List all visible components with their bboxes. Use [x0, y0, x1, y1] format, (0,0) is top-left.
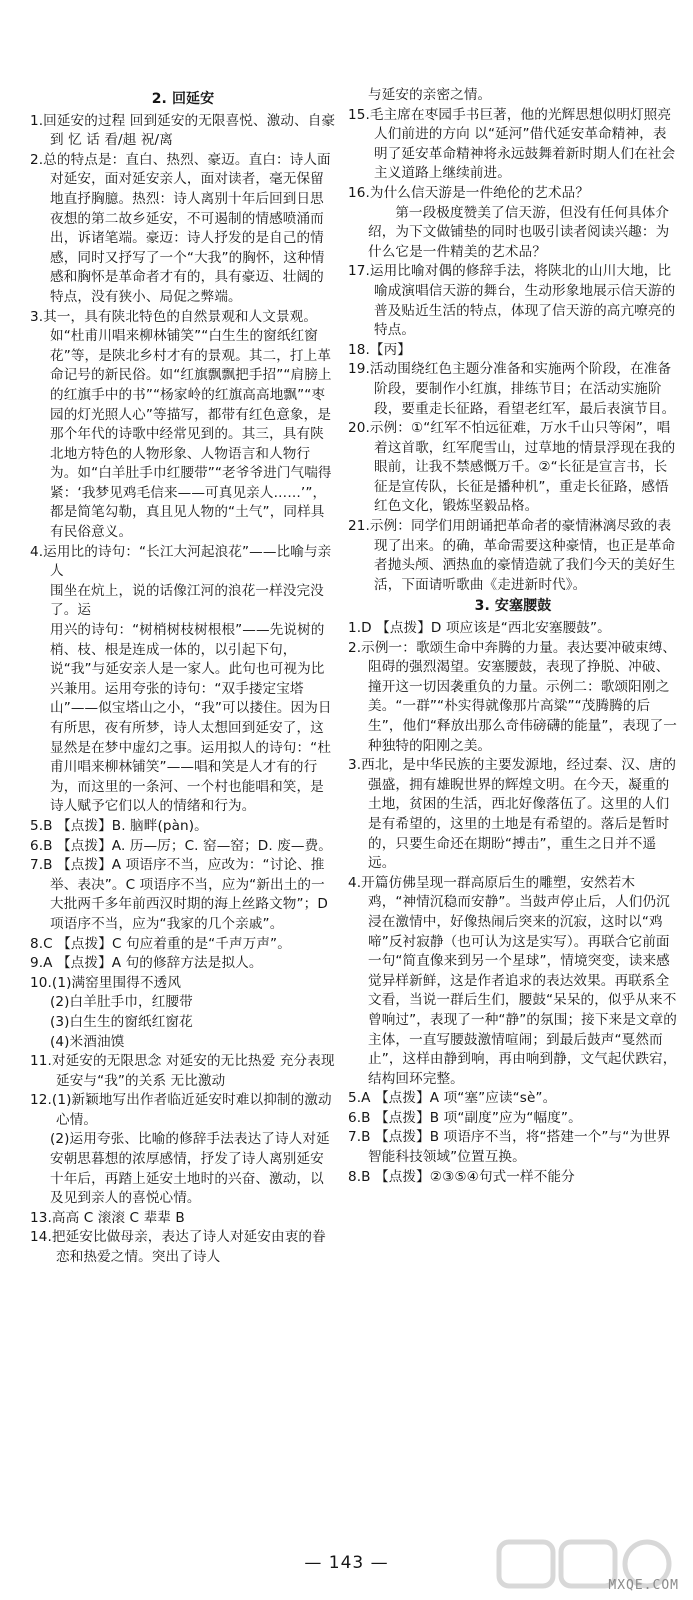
answer-number: 11.	[30, 1053, 52, 1070]
answer-text: 回延安的过程 回到延安的无限喜悦、激动、自豪 到 忆 话 看/趄 祝/离	[43, 112, 336, 149]
answer-text: 示例一：歌颂生命中奔腾的力量。表达要冲破束缚、阻碍的强烈渴望。安塞腰鼓，表现了挣脱、冲破、撞开这一切因袭重负的力量。示例二：歌颂阳刚之美。“一群”“朴实得就像那片高粱”“茂腾腾的后生”，他们“释放出那么奇伟磅礴的能量”，表现了一种独特的阳刚之美。	[361, 639, 677, 754]
answer-item	[30, 582, 336, 621]
answer-text: (1)满窑里围得不透风	[51, 974, 182, 991]
answer-number: 21.	[348, 518, 370, 535]
answer-item	[30, 993, 336, 1013]
answer-text: C 【点拨】C 句应着重的是“千声万声”。	[43, 935, 291, 952]
answer-text: (4)米酒油馍	[50, 1033, 125, 1050]
answer-text: 高高 C 滚滚 C 辈辈 B	[51, 1209, 185, 1226]
answer-text: 围坐在炕上，说的话像江河的浪花一样没完没了。运	[50, 582, 324, 619]
answer-item	[30, 1209, 336, 1229]
answer-number: 3.	[30, 308, 44, 325]
answer-text: 运用比喻对偶的修辞手法，将陕北的山川大地，比喻成演唱信天游的舞台，生动形象地展示信天游的普及贴近生活的特点，体现了信天游的高亢嘹亮的特点。	[369, 263, 676, 339]
answer-number: 7.	[348, 1129, 362, 1146]
answer-item	[348, 1128, 678, 1167]
answer-number: 12.	[30, 1092, 52, 1109]
answer-item	[348, 360, 678, 419]
answer-text: 开篇仿佛呈现一群高原后生的雕塑，安然若木鸡，“神情沉稳而安静”。当鼓声停止后，人们仍沉浸在激情中，好像热闹后突来的沉寂，这时以“鸡啼”反衬寂静（也可认为这是实写）。再联合它前面一句“简直像来到另一个星球”，情境突变，读来感觉异样新鲜，这是作者追求的表达效果。再联系全文看，当说一群后生们，腰鼓“呆呆的，似乎从来不曾响过”，表现了一种“静”的氛围；接下来是文章的主体，一直写腰鼓激情喧闹；到最后鼓声“戛然而止”，这样由静到响，再由响到静，文气起伏跌宕，结构回环完整。	[361, 874, 677, 1087]
answer-number: 6.	[348, 1109, 362, 1126]
answer-number: 1.	[348, 620, 362, 637]
answer-text: 用兴的诗句：“树梢树枝树根根”——先说树的梢、枝、根是连成一体的，以引起下句，说“我”与延安亲人是一家人。此句也可视为比兴兼用。运用夸张的诗句：“双手搂定宝塔山”——似宝塔山之小，“我”可以搂住。因为日有所思，夜有所梦，诗人太想回到延安了，这显然是在梦中虚幻之事。运用拟人的诗句：“杜甫川唱来柳林铺笑”——唱和笑是人才有的行为，而这里的一条河、一个村也能唱和笑，是诗人赋予它们以人的情绪和行为。	[50, 622, 332, 815]
answer-text: 西北，是中华民族的主要发源地，经过秦、汉、唐的强盛，拥有雄睨世界的辉煌文明。在今天，凝重的土地，贫困的生活，西北好像落伍了。这里的人们是有希望的，这里的土地是有希望的。落后是暂时的，只要生命还在期盼“搏击”，重生之日并不遥远。	[361, 757, 677, 872]
answer-item	[348, 262, 678, 340]
section-title-ansai-yaogu: 3. 安塞腰鼓	[474, 598, 552, 615]
answer-item	[30, 1228, 336, 1267]
answer-item	[348, 1089, 678, 1109]
answer-text: 示例：①“红军不怕远征难，万水千山只等闲”，唱着这首歌，红军爬雪山，过草地的情景浮现在我的眼前，让我不禁感慨万千。②“长征是宣言书，长征是宣传队，长征是播种机”，重走长征路，感悟红色文化，锻炼坚毅品格。	[369, 420, 676, 515]
answer-text: B 【点拨】A 项语序不当，应改为：“讨论、推举、表决”。C 项语序不当，应为“新出土的一大批两千多年前西汉时期的海上丝路文物”；D 项语序不当，应为“我家的几个亲戚”。	[43, 857, 328, 932]
answer-text: 对延安的无限思念 对延安的无比热爱 充分表现延安与“我”的关系 无比激动	[51, 1053, 335, 1089]
answer-number: 2.	[30, 151, 44, 168]
right-answer-list-b	[348, 262, 678, 595]
answer-item	[30, 837, 336, 857]
answer-item	[30, 856, 336, 934]
answer-text: (2)白羊肚手巾，红腰带	[50, 994, 193, 1011]
answer-number: 18.	[348, 341, 370, 358]
answer-text: (3)白生生的窗纸红窗花	[50, 1013, 193, 1030]
answer-item	[348, 874, 678, 1090]
answer-number: 17.	[348, 263, 370, 280]
answer-text: 把延安比做母亲，表达了诗人对延安由衷的眷恋和热爱之情。突出了诗人	[51, 1229, 326, 1266]
answer-item	[30, 1033, 336, 1053]
answer-item	[30, 1130, 336, 1208]
answer-item	[30, 621, 336, 817]
answer-text: 总的特点是：直白、热烈、豪迈。直白：诗人面对延安，面对延安亲人，面对读者，毫无保留地直抒胸臆。热烈：诗人离别十年后回到日思夜想的第二故乡延安，不可遏制的情感喷涌而出，诉诸笔端。豪迈：诗人抒发的是自己的情感，同时又抒写了一个“大我”的胸怀，这种情感和胸怀是革命者才有的，具有豪迈、壮阔的特点，没有狭小、局促之弊端。	[43, 151, 331, 305]
answer-text: 示例：同学们用朗诵把革命者的豪情淋漓尽致的表现了出来。的确，革命需要这种豪情，也正是革命者抛头颅、洒热血的豪情造就了我们今天的美好生活，下面请听歌曲《走进新时代》。	[369, 518, 676, 593]
answer-text: D 【点拨】D 项应该是“西北安塞腰鼓”。	[361, 620, 611, 637]
answer-item	[30, 817, 336, 837]
answer-item	[30, 954, 336, 974]
answer-number: 8.	[348, 1168, 362, 1185]
answer-item	[30, 112, 336, 151]
right-column	[348, 86, 678, 1187]
answer-item	[348, 1109, 678, 1129]
answer-text: B 【点拨】B 项语序不当，将“搭建一个”与“为世界智能科技领域”位置互换。	[361, 1129, 671, 1166]
answer-number: 15.	[348, 106, 370, 123]
answer-item	[348, 756, 678, 874]
answer-number: 14.	[30, 1229, 52, 1246]
continued-text: 与延安的亲密之情。	[368, 87, 492, 103]
left-column	[30, 88, 336, 1268]
answer-number: 5.	[30, 817, 44, 834]
answer-text: 运用比的诗句：“长江大河起浪花”——比喻与亲人	[43, 543, 332, 580]
answer-item	[348, 639, 678, 757]
answer-item	[348, 341, 678, 361]
answer-item	[30, 935, 336, 955]
left-answer-list	[30, 112, 336, 1268]
answer-number: 10.	[30, 974, 52, 991]
answer-item	[348, 619, 678, 639]
answer-item	[30, 543, 336, 582]
section-title-hui-yanan: 2. 回延安	[151, 91, 215, 107]
answer-text: B 【点拨】B. 脑畔(pàn)。	[43, 817, 208, 834]
answer-item	[30, 151, 336, 308]
answer-text: 【丙】	[369, 341, 412, 358]
answer-text: B 【点拨】B 项“副度”应为“幅度”。	[361, 1109, 582, 1126]
answer-number: 6.	[30, 837, 44, 854]
right-answer-list-c	[348, 619, 678, 1187]
answer-text: A 【点拨】A 项“塞”应读“sè”。	[361, 1090, 557, 1107]
answer-item	[348, 184, 678, 204]
answer-item	[348, 419, 678, 517]
answer-text: B 【点拨】A. 历—厉；C. 窑—窑；D. 废—费。	[43, 837, 332, 854]
answer-text: 毛主席在枣园手书巨著，他的光辉思想似明灯照亮人们前进的方向 以“延河”借代延安革命精神，表明了延安革命精神将永远鼓舞着新时期人们在社会主义道路上继续前进。	[369, 106, 676, 182]
answer-text: A 【点拨】A 句的修辞方法是拟人。	[43, 955, 263, 972]
answer-number: 16.	[348, 184, 370, 201]
answer-item	[348, 517, 678, 595]
answer-text: 活动围绕红色主题分准备和实施两个阶段，在准备阶段，要制作小红旗，排练节目；在活动实施阶段，要重走长征路，看望老红军，最后表演节目。	[369, 361, 676, 417]
answer-number: 13.	[30, 1209, 52, 1226]
answer-item	[30, 1052, 336, 1091]
right-answer-list-a	[348, 106, 678, 204]
answer-number: 4.	[30, 543, 44, 560]
answer-text: (2)运用夸张、比喻的修辞手法表达了诗人对延安朝思暮想的浓厚感情，抒发了诗人离别延安十年后，再踏上延安土地时的兴奋、激动，以及见到亲人的喜悦心情。	[50, 1131, 330, 1207]
page-number: — 143 —	[304, 1553, 389, 1573]
answer-item	[30, 308, 336, 543]
answer-number: 4.	[348, 874, 362, 891]
answer-number: 19.	[348, 361, 370, 378]
watermark-url: MXQE.COM	[608, 1578, 679, 1593]
answer-text: (1)新颖地写出作者临近延安时难以抑制的激动心情。	[51, 1092, 332, 1128]
answer-number: 2.	[348, 639, 362, 656]
answer-text: B 【点拨】②③⑤④句式一样不能分	[361, 1168, 575, 1185]
answer-number: 20.	[348, 420, 370, 437]
item-16-paragraph: 第一段极度赞美了信天游，但没有任何具体介绍，为下文做铺垫的同时也吸引读者阅读兴趣：为什么它是一件精美的艺术品？	[368, 204, 670, 260]
answer-number: 8.	[30, 935, 44, 952]
answer-item	[30, 1091, 336, 1130]
answer-text: 为什么信天游是一件绝伦的艺术品？	[369, 184, 590, 201]
answer-item	[30, 1013, 336, 1033]
answer-number: 3.	[348, 757, 362, 774]
answer-item	[348, 106, 678, 184]
answer-text: 其一，具有陕北特色的自然景观和人文景观。如“杜甫川唱来柳林铺笑”“白生生的窗纸红窗花”等，是陕北乡村才有的景观。其二，打上革命记号的新民俗。如“红旗飘飘把手招”“肩膀上的红旗手中的书”“杨家岭的红旗高高地飘”“枣园的灯光照人心”等描写，都带有红色意象，是那个年代的诗歌中经常见到的。其三，具有陕北地方特色的人物形象、人物语言和人物行为。如“白羊肚手巾红腰带”“老爷爷进门气喘得紧：‘我梦见鸡毛信来——可真见亲人……’”，都是简笔勾勒，真且见人物的“土气”，同样具有民俗意义。	[43, 308, 332, 541]
answer-number: 1.	[30, 112, 44, 129]
answer-number: 7.	[30, 857, 44, 874]
answer-number: 5.	[348, 1090, 362, 1107]
answer-number: 9.	[30, 955, 44, 972]
answer-item	[348, 1168, 678, 1188]
answer-item	[30, 974, 336, 994]
